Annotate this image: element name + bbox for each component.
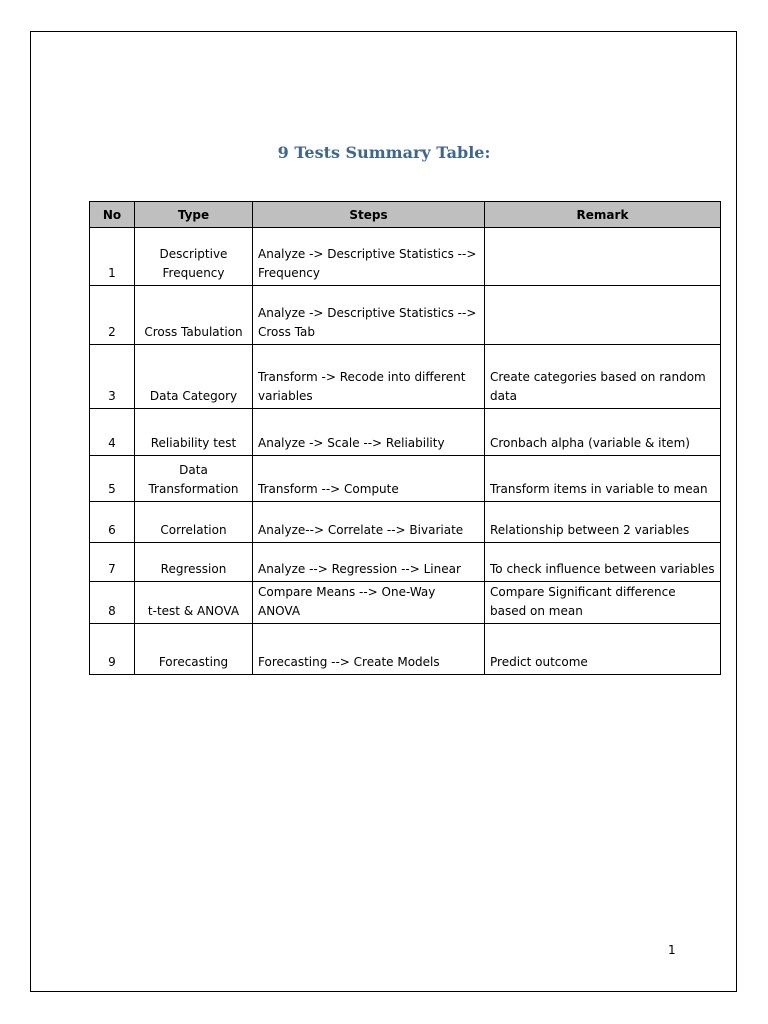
row-type: Descriptive Frequency — [135, 228, 253, 286]
row-number: 7 — [90, 543, 135, 582]
row-type: t-test & ANOVA — [135, 582, 253, 624]
table-row — [90, 502, 721, 543]
row-number: 8 — [90, 582, 135, 624]
row-number: 2 — [90, 286, 135, 345]
row-number: 9 — [90, 624, 135, 675]
row-steps: Analyze --> Regression --> Linear — [253, 543, 485, 582]
table-row — [90, 409, 721, 456]
table-row — [90, 543, 721, 582]
row-number: 5 — [90, 456, 135, 502]
row-remark: Transform items in variable to mean — [485, 456, 721, 502]
table-header-row — [90, 202, 721, 228]
page-number: 1 — [668, 943, 676, 957]
table-row — [90, 286, 721, 345]
row-steps: Compare Means --> One-Way ANOVA — [253, 582, 485, 624]
row-remark: To check influence between variables — [485, 543, 721, 582]
header-type: Type — [135, 202, 253, 228]
row-number: 1 — [90, 228, 135, 286]
tests-summary-table — [89, 201, 721, 675]
table-row — [90, 624, 721, 675]
row-remark — [485, 228, 721, 286]
table-row — [90, 456, 721, 502]
row-steps: Transform -> Recode into different variables — [253, 345, 485, 409]
table-row — [90, 228, 721, 286]
page-title: 9 Tests Summary Table: — [277, 143, 491, 162]
row-remark: Create categories based on random data — [485, 345, 721, 409]
row-type: Data Transformation — [135, 456, 253, 502]
row-number: 3 — [90, 345, 135, 409]
row-remark: Predict outcome — [485, 624, 721, 675]
row-steps: Analyze -> Scale --> Reliability — [253, 409, 485, 456]
table-row — [90, 345, 721, 409]
row-type: Correlation — [135, 502, 253, 543]
row-steps: Forecasting --> Create Models — [253, 624, 485, 675]
row-remark: Cronbach alpha (variable & item) — [485, 409, 721, 456]
header-no: No — [90, 202, 135, 228]
row-steps: Analyze -> Descriptive Statistics --> Cross Tab — [253, 286, 485, 345]
row-type: Regression — [135, 543, 253, 582]
table-row — [90, 582, 721, 624]
header-remark: Remark — [485, 202, 721, 228]
row-steps: Analyze--> Correlate --> Bivariate — [253, 502, 485, 543]
row-type: Data Category — [135, 345, 253, 409]
row-remark — [485, 286, 721, 345]
header-steps: Steps — [253, 202, 485, 228]
row-type: Reliability test — [135, 409, 253, 456]
row-type: Forecasting — [135, 624, 253, 675]
row-remark: Compare Significant difference based on mean — [485, 582, 721, 624]
row-steps: Transform --> Compute — [253, 456, 485, 502]
row-remark: Relationship between 2 variables — [485, 502, 721, 543]
row-type: Cross Tabulation — [135, 286, 253, 345]
row-number: 4 — [90, 409, 135, 456]
row-number: 6 — [90, 502, 135, 543]
row-steps: Analyze -> Descriptive Statistics --> Frequency — [253, 228, 485, 286]
